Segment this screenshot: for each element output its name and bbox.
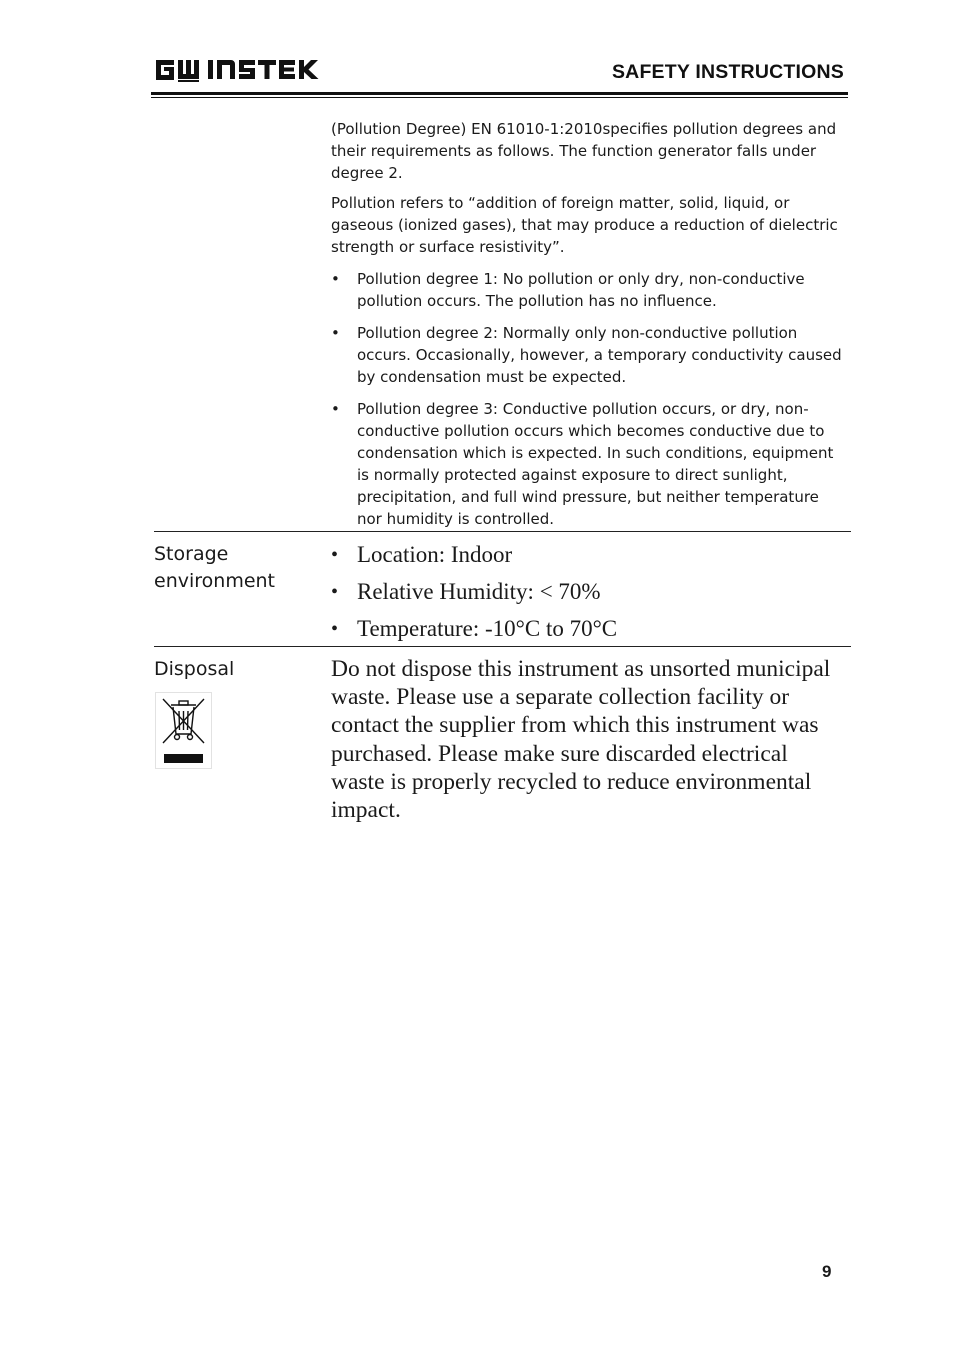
weee-crossed-bin-icon [155, 692, 212, 769]
bullet-icon: • [331, 324, 340, 342]
pollution-intro: (Pollution Degree) EN 61010-1:2010specifies pollution degrees and their requirements as follows. The function generator falls under degree 2. [331, 120, 837, 182]
page-number: 9 [822, 1262, 832, 1281]
storage-temperature: Temperature: -10°C to 70°C [357, 616, 618, 641]
header-rule-thin [151, 97, 848, 98]
bullet-icon: • [331, 581, 339, 603]
section-title: SAFETY INSTRUCTIONS [611, 61, 844, 83]
storage-humidity: Relative Humidity: < 70% [357, 579, 601, 604]
bullet-icon: • [331, 400, 340, 418]
storage-location: Location: Indoor [357, 542, 513, 567]
list-item [331, 578, 601, 606]
bullet-icon: • [331, 270, 340, 288]
bullet-icon: • [331, 544, 339, 566]
pollution-definition: Pollution refers to “addition of foreign matter, solid, liquid, or gaseous (ionized gases), that may produce a reduction of dielectric strength or surface resistivity”. [331, 194, 838, 256]
list-item [331, 615, 617, 643]
list-item [331, 541, 512, 569]
list-item [331, 322, 843, 388]
header-rule [151, 92, 848, 95]
pollution-degree-3: Pollution degree 3: Conductive pollution occurs, or dry, non-conductive pollution occurs which becomes conductive due to condensation which is expected. In such conditions, equipment is normally protected against exposure to direct sunlight, precipitation, and full wind pressure, but neither temperature nor humidity is controlled. [357, 400, 834, 528]
bullet-icon: • [331, 618, 339, 640]
gw-instek-logo [154, 56, 324, 84]
list-item [331, 268, 843, 312]
row-divider [154, 531, 851, 532]
list-item [331, 398, 843, 530]
pollution-degree-2: Pollution degree 2: Normally only non-conductive pollution occurs. Occasionally, however, a temporary conductivity caused by condensation must be expected. [357, 324, 842, 386]
pollution-degree-1: Pollution degree 1: No pollution or only dry, non-conductive pollution occurs. The pollution has no influence. [357, 270, 805, 310]
storage-label: Storage environment [154, 543, 276, 592]
disposal-text: Do not dispose this instrument as unsorted municipal waste. Please use a separate collection facility or contact the supplier from which this instrument was purchased. Please make sure discarded electrical waste is properly recycled to reduce environmental impact. [331, 656, 831, 824]
row-divider [154, 646, 851, 647]
disposal-label: Disposal [154, 658, 235, 680]
